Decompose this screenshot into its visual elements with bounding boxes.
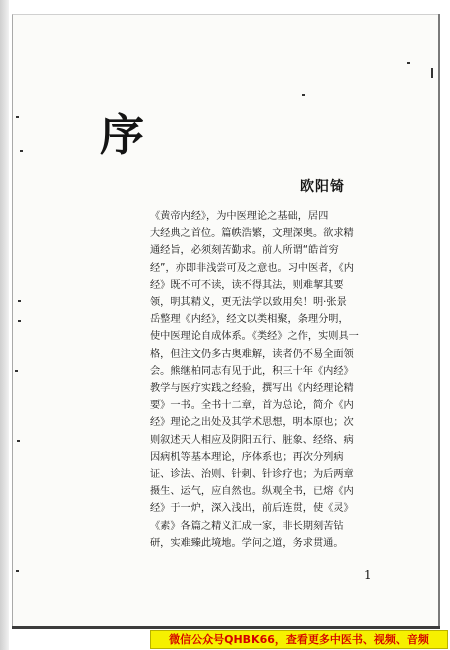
body-line: 大经典之首位。篇帙浩繁，文理深奥。欲求精 (150, 228, 354, 240)
scan-speck (16, 116, 19, 118)
scan-speck (17, 440, 20, 442)
scan-speck (16, 570, 19, 572)
body-line: 领，明其精义，更无法学以致用矣！明·张景 (150, 297, 347, 309)
body-line: 教学与医疗实践之经验，撰写出《内经理论精 (150, 383, 354, 395)
body-line: 《黄帝内经》，为中医理论之基础，居四 (150, 211, 329, 222)
body-line: 因病机等基本理论，序体系也；再次分列病 (150, 451, 344, 463)
body-line: 格，但注文仍多古奥难解，读者仍不易全面领 (150, 348, 354, 360)
scan-speck (20, 150, 23, 152)
wechat-promo-banner[interactable]: 微信公众号QHBK66，查看更多中医书、视频、音频 (150, 630, 448, 649)
body-line: 通经旨，必须刻苦勤求。前人所谓“皓首穷 (150, 245, 339, 257)
scan-speck (15, 370, 18, 372)
body-line: 《素》各篇之精义汇成一家，非长期刻苦钻 (150, 520, 344, 532)
body-line: 经》理论之出处及其学术思想，明本原也；次 (150, 417, 354, 429)
viewer-left-edge (0, 0, 9, 650)
body-line: 摄生、运气，应自然也。纵观全书，已熔《内 (150, 486, 354, 498)
page-number: 1 (364, 568, 372, 582)
body-line: 研，实难臻此境地。学问之道，务求贯通。 (150, 537, 344, 549)
scan-speck (431, 68, 433, 78)
body-line: 会。熊继柏同志有见于此，积三十年《内经》 (150, 365, 354, 377)
body-line: 则叙述天人相应及阴阳五行、脏象、经络、病 (150, 434, 354, 446)
preface-title: 序 (100, 110, 145, 161)
body-line: 岳整理《内经》，经文以类相聚，条理分明， (150, 314, 349, 326)
scan-speck (302, 94, 305, 96)
scan-speck (18, 300, 21, 302)
preface-body (150, 208, 412, 552)
scan-speck (407, 62, 410, 64)
page-bottom-border (12, 626, 440, 629)
body-line: 证、诊法、治则、针刺、针诊疗也；为后两章 (150, 469, 354, 481)
body-line: 经》既不可不读，读不得其法，则难挈其要 (150, 279, 344, 291)
body-line: 经”，亦即非浅尝可及之意也。习中医者，《内 (150, 262, 354, 274)
body-line: 要》一书。全书十二章，首为总论，简介《内 (150, 400, 354, 412)
author-name: 欧阳锜 (300, 179, 345, 195)
scan-speck (18, 320, 21, 322)
page-right-border (438, 14, 440, 628)
body-line: 使中医理论自成体系。《类经》之作，实则具一 (150, 331, 359, 343)
body-line: 经》于一炉，深入浅出，前后连贯，使《灵》 (150, 503, 354, 515)
